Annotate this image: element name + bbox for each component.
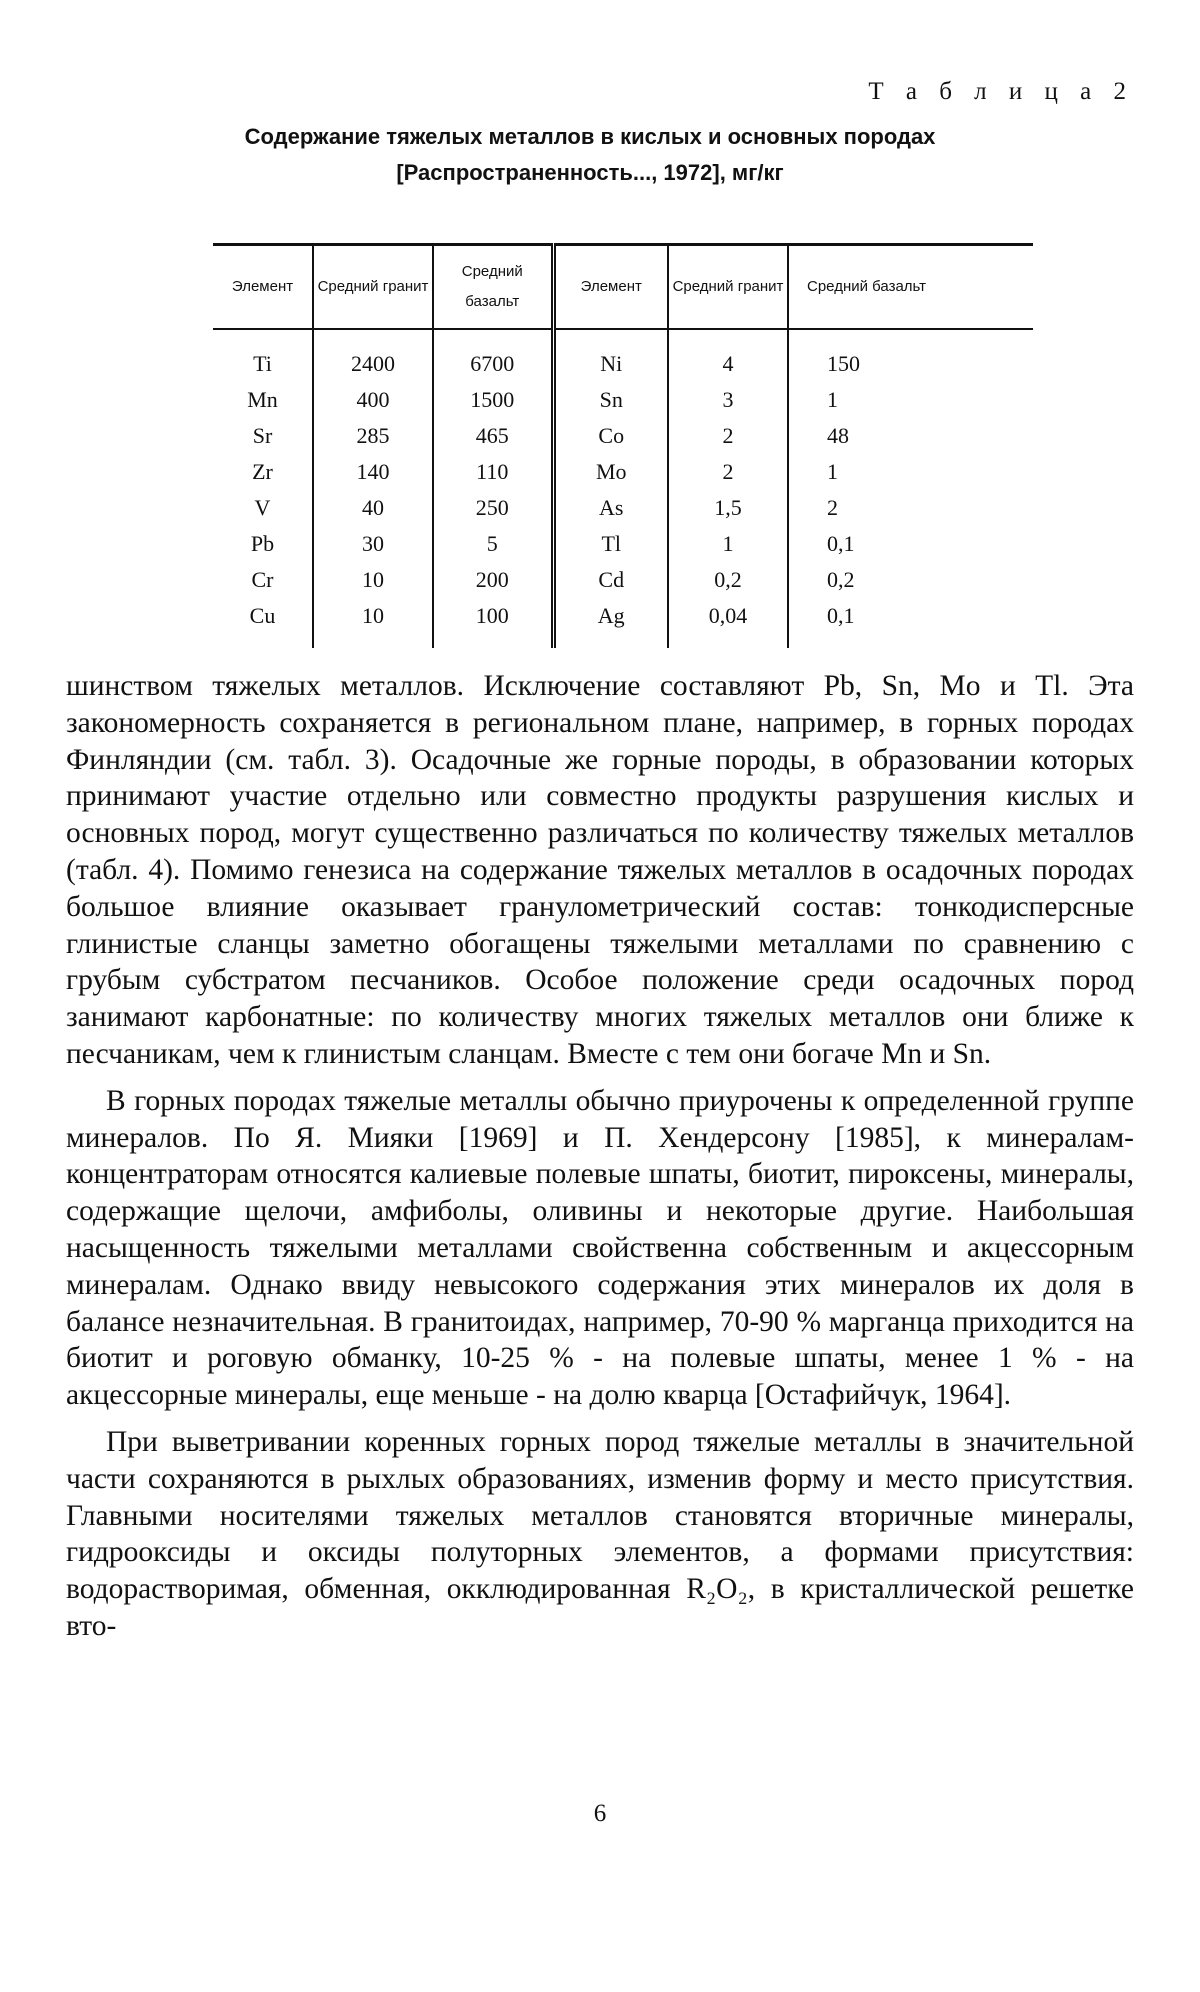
- table-number-label: Т а б л и ц а 2: [868, 78, 1134, 105]
- cell-basalt: 5: [433, 526, 553, 562]
- cell-granite: 30: [313, 526, 433, 562]
- cell-granite-2: 2: [668, 418, 788, 454]
- cell-granite-2: 2: [668, 454, 788, 490]
- cell-basalt-2: 2: [788, 490, 1033, 526]
- table-header-row: [213, 245, 1033, 330]
- cell-basalt-2: 48: [788, 418, 1033, 454]
- table-row: [213, 454, 1033, 490]
- paragraph: шинством тяжелых металлов. Исключение составляют Pb, Sn, Mo и Tl. Эта закономерность сохраняется в региональном плане, например, в горных породах Финляндии (см. табл. 3). Осадочные же горные породы, в образовании которых принимают участие отдельно или совместно продукты разрушения кислых и основных пород, могут существенно различаться по количеству тяжелых металлов (табл. 4). Помимо генезиса на содержание тяжелых металлов в осадочных породах большое влияние оказывает гранулометрический состав: тонкодисперсные глинистые сланцы заметно обогащены тяжелыми металлами по сравнению с грубым субстратом песчаников. Особое положение среди осадочных пород занимают карбонатные: по количеству многих тяжелых металлов они ближе к песчаникам, чем к глинистым сланцам. Вместе с тем они богаче Mn и Sn.: [66, 670, 1134, 1070]
- cell-granite: 10: [313, 598, 433, 648]
- cell-basalt: 110: [433, 454, 553, 490]
- cell-element: Cu: [249, 603, 276, 628]
- cell-granite: 2400: [313, 329, 433, 382]
- cell-granite-2: 1: [668, 526, 788, 562]
- table-caption-line-2: [Распространенность..., 1972], мг/кг: [396, 160, 784, 185]
- cell-element: V: [254, 495, 271, 520]
- cell-element-2: Mo: [553, 454, 668, 490]
- table-row: [213, 382, 1033, 418]
- paragraph: В горных породах тяжелые металлы обычно приурочены к определенной группе минералов. По Я. Мияки [1969] и П. Хендерсону [1985], к минералам-концентраторам относятся калиевые полевые шпаты, биотит, пироксены, минералы, содержащие щелочи, амфиболы, оливины и некоторые другие. Наибольшая насыщенность тяжелыми металлами свойственна собственным и акцессорным минералам. Однако ввиду невысокого содержания этих минералов их доля в балансе незначительная. В гранитоидах, например, 70-90 % марганца приходится на биотит и роговую обманку, 10-25 % - на полевые шпаты, менее 1 % - на акцессорные минералы, еще меньше - на долю кварца [Остафийчук, 1964].: [66, 1084, 1134, 1412]
- cell-granite: 10: [313, 562, 433, 598]
- table-caption-line-1: Содержание тяжелых металлов в кислых и основных породах: [244, 124, 936, 149]
- heavy-metals-table: [213, 243, 1033, 648]
- cell-granite-2: 4: [668, 329, 788, 382]
- table-body: [213, 329, 1033, 648]
- cell-element-2: Co: [553, 418, 668, 454]
- cell-basalt: 1500: [433, 382, 553, 418]
- cell-element: Mn: [247, 387, 278, 412]
- header-element: Элемент: [213, 245, 313, 330]
- cell-granite: 285: [313, 418, 433, 454]
- cell-granite-2: 0,2: [668, 562, 788, 598]
- table-row: [213, 418, 1033, 454]
- cell-granite: 400: [313, 382, 433, 418]
- cell-basalt-2: 1: [788, 454, 1033, 490]
- cell-granite-2: 1,5: [668, 490, 788, 526]
- paragraph: При выветривании коренных горных пород тяжелые металлы в значительной части сохраняются в рыхлых образованиях, изменив форму и место присутствия. Главными носителями тяжелых металлов становятся вторичные минералы, гидрооксиды и оксиды полуторных элементов, а формами присутствия: водорастворимая, обменная, окклюдированная R₂O₂, в кристаллической решетке вто-: [66, 1425, 1134, 1642]
- cell-basalt-2: 1: [788, 382, 1033, 418]
- cell-basalt-2: 150: [788, 329, 1033, 382]
- cell-granite-2: 3: [668, 382, 788, 418]
- cell-element-2: Cd: [553, 562, 668, 598]
- table-row: [213, 329, 1033, 382]
- cell-basalt: 200: [433, 562, 553, 598]
- cell-element-2: Sn: [553, 382, 668, 418]
- cell-basalt: 100: [433, 598, 553, 648]
- cell-element-2: Tl: [553, 526, 668, 562]
- cell-element-2: Ni: [553, 329, 668, 382]
- cell-element: Sr: [252, 423, 273, 448]
- cell-basalt: 465: [433, 418, 553, 454]
- table-row: [213, 490, 1033, 526]
- cell-granite-2: 0,04: [668, 598, 788, 648]
- cell-element: Zr: [252, 459, 273, 484]
- cell-basalt-2: 0,2: [788, 562, 1033, 598]
- cell-granite: 140: [313, 454, 433, 490]
- header-avg-basalt: Средний базальт: [433, 245, 553, 330]
- body-text: [66, 668, 1134, 1645]
- cell-element: Pb: [250, 531, 275, 556]
- header-avg-basalt-2: Средний базальт: [788, 245, 1033, 330]
- cell-basalt: 6700: [433, 329, 553, 382]
- cell-element-2: As: [553, 490, 668, 526]
- cell-basalt: 250: [433, 490, 553, 526]
- header-avg-granite-2: Средний гранит: [668, 245, 788, 330]
- cell-basalt-2: 0,1: [788, 526, 1033, 562]
- cell-basalt-2: 0,1: [788, 598, 1033, 648]
- table-row: [213, 598, 1033, 648]
- cell-element-2: Ag: [553, 598, 668, 648]
- cell-granite: 40: [313, 490, 433, 526]
- cell-element: Cr: [251, 567, 274, 592]
- table-row: [213, 526, 1033, 562]
- table-row: [213, 562, 1033, 598]
- cell-element: Ti: [253, 351, 272, 376]
- header-avg-granite: Средний гранит: [313, 245, 433, 330]
- page-number: 6: [593, 1800, 607, 1827]
- header-element-2: Элемент: [553, 245, 668, 330]
